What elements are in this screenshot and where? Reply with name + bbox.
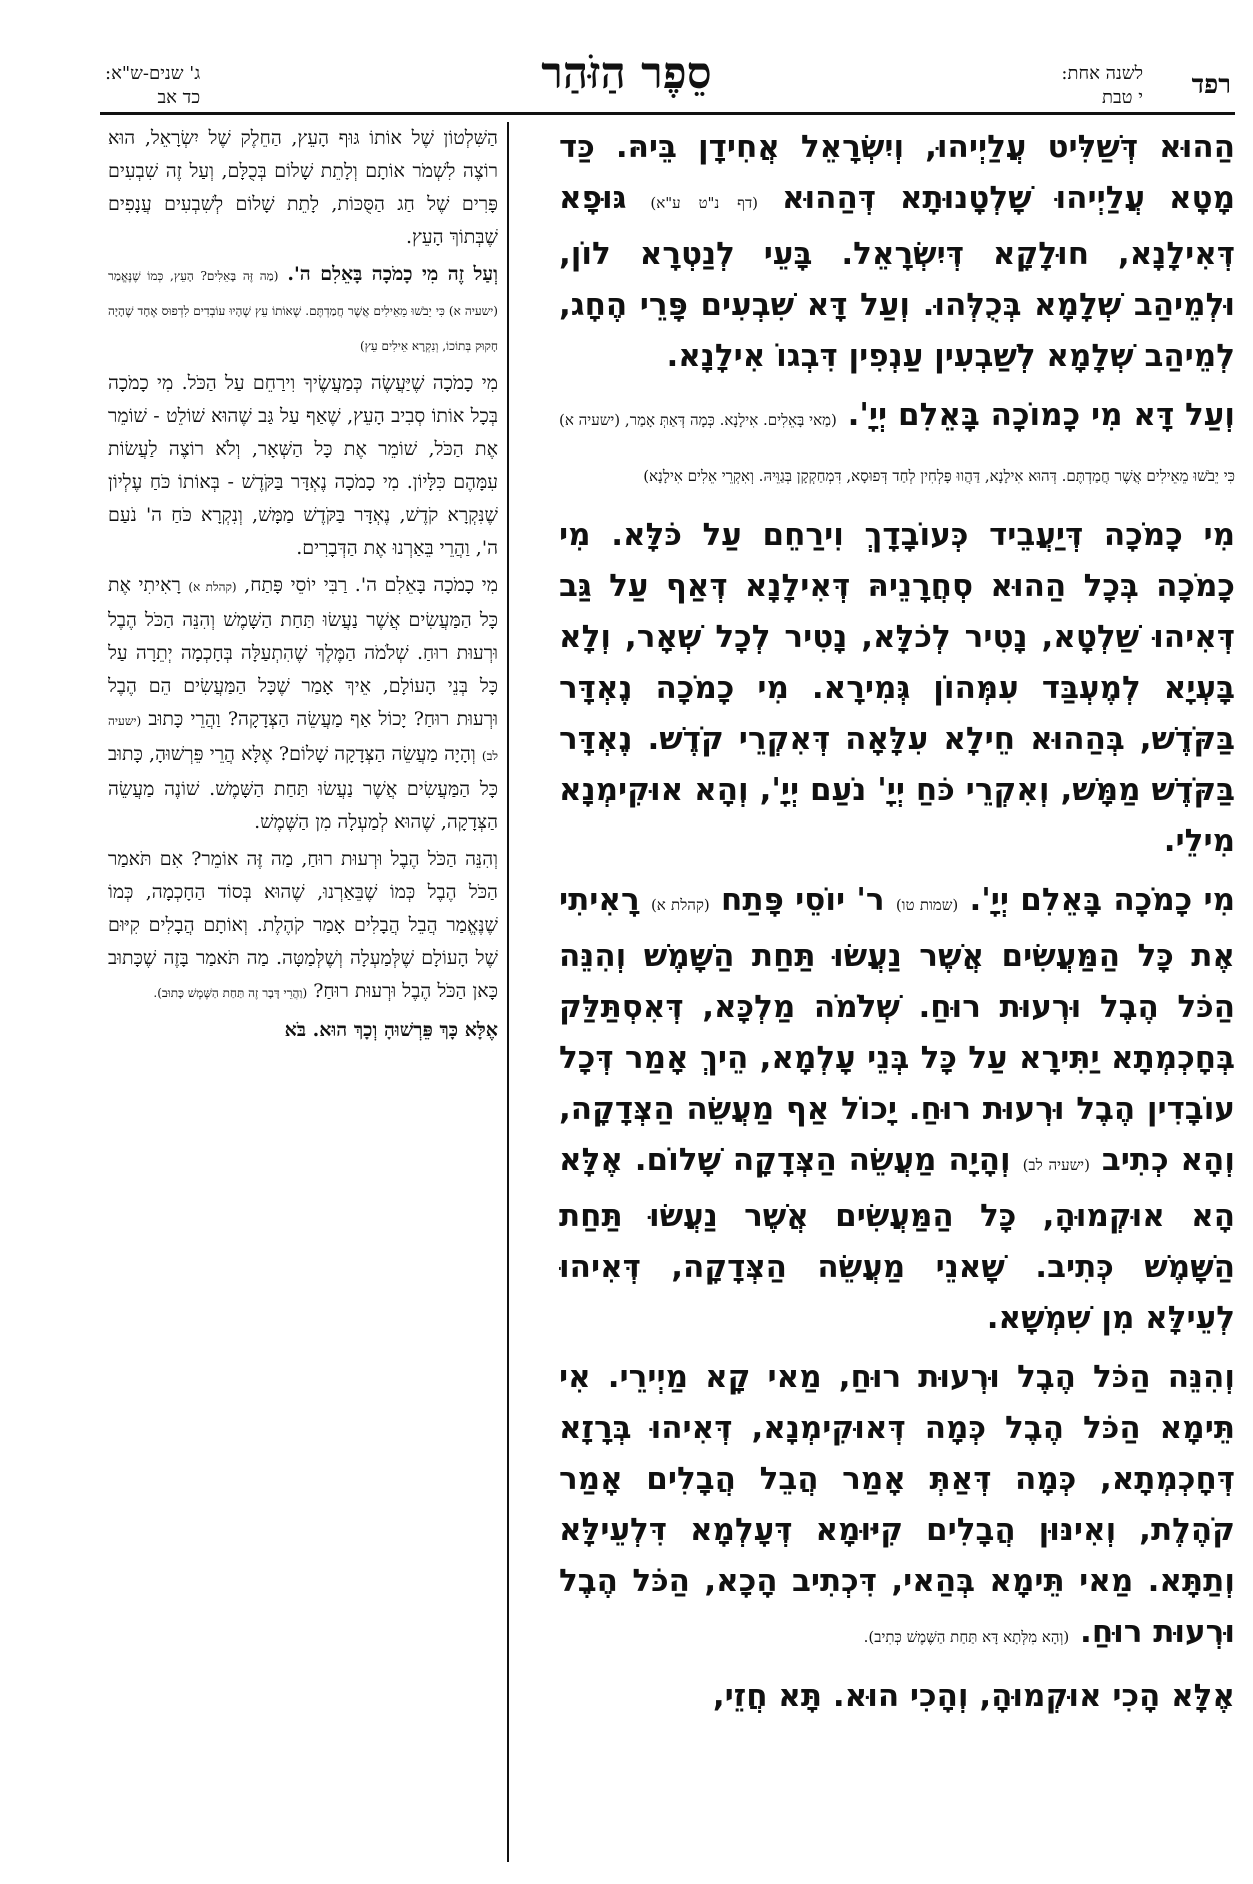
text-run: וְהָיָה מַעֲשֵׂה הַצְּדָקָה שָׁלוֹם? אֶלָּא הֲרֵי פֵּרְשׁוּהָ, כָּתוּב כָּל הַמַּעֲשִׂים אֲשֶׁר נַעֲשׂוּ תַּחַת הַשָּׁמֶשׁ. שׁוֹנֶה מַעֲשֵׂה הַצְּדָקָה, שֶׁהוּא לְמַעְלָה מִן הַשֶּׁמֶשׁ. — [108, 743, 498, 833]
schedule-date: כד אב — [157, 87, 201, 108]
text-run: וְהָיָה מַעֲשֵׂה הַצְּדָקָה שָׁלוֹם. אֶלָּא הָא אוּקְמוּהָ, כָּל הַמַּעֲשִׂים אֲשֶׁר נַעֲשׂוּ תַּחַת הַשָּׁמֶשׁ כְּתִיב. שָׁאנֵי מַעֲשֵׂה הַצְּדָקָה, דְּאִיהוּ לְעֵילָּא מִן שִׁמְשָׁא. — [559, 1142, 1235, 1336]
paragraph — [559, 1352, 1235, 1663]
paragraph — [108, 367, 498, 565]
schedule-label: לשנה אחת: — [1061, 63, 1143, 84]
text-run: רָאִיתִי אֶת כָּל הַמַּעֲשִׂים אֲשֶׁר נַעֲשׂוּ תַּחַת הַשָּׁמֶשׁ וְהִנֵּה הַכֹּל הֶבֶל וּרְעוּת רוּחַ. שְׁלֹמֹה מַלְכָּא, דְּאִסְתַּלַּק בְּחָכְמְתָא יַתִּירָא עַל כָּל בְּנֵי עָלְמָא, הֵיךְ אָמַר דְּכָל עוֹבָדִין הֶבֶל וּרְעוּת רוּחַ. יָכוֹל אַף מַעֲשֵׂה הַצְּדָקָה, וְהָא כְתִיב — [559, 882, 1235, 1178]
text-run: הַשִּׁלְטוֹן שֶׁל אוֹתוֹ גּוּף הָעֵץ, הַחֵלֶק שֶׁל יִשְׂרָאֵל, הוּא רוֹצֶה לִשְׁמֹר אוֹתָם וְלָתֵת שָׁלוֹם בְּכֻלָּם, וְעַל זֶה שִׁבְעִים פָּרִים שֶׁל חַג הַסֻּכּוֹת, לָתֵת שָׁלוֹם לְשִׁבְעִים עֲנָפִים שֶׁבְּתוֹךְ הָעֵץ. — [108, 127, 498, 248]
text-run: וְהִנֵּה הַכֹּל הֶבֶל וּרְעוּת רוּחַ, מַה זֶּה אוֹמֵר? אִם תֹּאמַר הַכֹּל הֶבֶל כְּמוֹ שֶׁבֵּאַרְנוּ, שֶׁהוּא בְּסוֹד הַחָכְמָה, כְּמוֹ שֶׁנֶּאֱמַר הֲבֵל הֲבָלִים אָמַר קֹהֶלֶת. וְאוֹתָם הֲבָלִים קִיּוּם שֶׁל הָעוֹלָם שֶׁלְּמַעְלָה וְשֶׁלְּמַטָּה. מַה תֹּאמַר בָּזֶה שֶׁכָּתוּב כָּאן הַכֹּל הֶבֶל וּרְעוּת רוּחַ? — [108, 848, 498, 1002]
header-divider — [100, 112, 1235, 115]
aramaic-text-column — [559, 122, 1235, 1862]
text-run: רָאִיתִי אֶת כָּל הַמַּעֲשִׂים אֲשֶׁר נַעֲשׂוּ תַּחַת הַשָּׁמֶשׁ וְהִנֵּה הַכֹּל הֶבֶל וּרְעוּת רוּחַ. שְׁלֹמֹה הַמֶּלֶךְ שֶׁהִתְעַלָּה בְּחָכְמָה יְתֵרָה עַל כָּל בְּנֵי הָעוֹלָם, אֵיךְ אָמַר שֶׁכָּל הַמַּעֲשִׂים הֵם הֶבֶל וּרְעוּת רוּחַ? יָכוֹל אַף מַעֲשֵׂה הַצְּדָקָה? וַהֲרֵי כָּתוּב — [108, 574, 498, 730]
text-run: מִי כָמֹכָה דְּיַעֲבֵיד כְּעוֹבָדָךְ וִירַחֵם עַל כֹּלָּא. מִי כָמֹכָה בְּכָל הַהוּא סְחֲרָנֵיהּ דְּאִילָנָא דְּאַף עַל גַּב דְּאִיהוּ שַׁלְטָא, נָטִיר לְכֹלָּא, נָטִיר לְכָל שְׁאָר, וְלָא בָּעְיָא לְמֶעְבַּד עִמְּהוֹן גְּמִירָא. מִי כָמֹכָה נֶאְדָּר בַּקֹּדֶשׁ, בְּהַהוּא חֵילָא עִלָּאָה דְּאִקְרֵי קֹדֶשׁ. נֶאְדָּר בַּקֹּדֶשׁ מַמָּשׁ, וְאִקְרֵי כֹּחַ יְיָ' נֹעַם יְיָ', וְהָא אוּקִימְנָא מִילֵי. — [559, 517, 1235, 859]
text-run: מִי כָמֹכָה בָּאֵלִם יְיָ'. — [969, 882, 1235, 918]
text-run: אֶלָּא כָּךְ פֵּרְשׁוּהָ וְכָךְ הוּא. בֹּא — [284, 1019, 498, 1041]
verse-reference: (קהלת א) — [188, 580, 237, 594]
parenthetical-note: (וַהֲרֵי דָּבָר זֶה תַּחַת הַשֶּׁמֶשׁ כָּתוּב). — [153, 986, 308, 1000]
parenthetical-note: (מַה זֶּה בָּאֵלִים? הָעֵץ, כְּמוֹ שֶׁנֶּאֱמַר (ישעיה א) כִּי יֵבֹשׁוּ מֵאֵילִים אֲשֶׁר חֲמַדְתֶּם. שֶׁאוֹתוֹ עֵץ שֶׁהָיוּ עוֹבְדִים לִדְפוּס אֶחָד שֶׁהָיָה חָקוּק בְּתוֹכוֹ, וְנִקְרָא אֵילִים עֵץ) — [108, 269, 498, 353]
paragraph — [559, 390, 1235, 502]
paragraph — [108, 258, 498, 363]
page-reference: (דף נ"ט ע"א) — [650, 194, 759, 212]
parenthetical-note: (וְהָא מִלְּתָא דָּא תַּחַת הַשֶּׁמֶשׁ כְּתִיב). — [863, 1628, 1070, 1646]
paragraph — [559, 1671, 1235, 1722]
page-number: רפד — [1191, 70, 1231, 100]
text-run: וְהִנֵּה הַכֹּל הֶבֶל וּרְעוּת רוּחַ, מַאי קָא מַיְירֵי. אִי תֵּימָא הַכֹּל הֶבֶל כְּמָה דְּאוּקִימְנָא, דְּאִיהוּ בְּרָזָא דְּחָכְמְתָא, כְּמָה דְּאַתְּ אָמַר הֲבֵל הֲבָלִים אָמַר קֹהֶלֶת, וְאִינּוּן הֲבָלִים קִיּוּמָא דְּעָלְמָא דִּלְעֵילָּא וְתַתָּא. מַאי תֵּימָא בְּהַאי, דִּכְתִיב הָכָא, הַכֹּל הֶבֶל וּרְעוּת רוּחַ. — [559, 1359, 1235, 1650]
text-run: גּוּפָא דְּאִילָנָא, חוּלָקָא דְּיִשְׂרָאֵל. בָּעֵי לְנַטְרָא לוֹן, וּלְמֵיהַב שְׁלָמָא בְּכֻלְּהוּ. וְעַל דָּא שִׁבְעִים פָּרֵי הֶחָג, לְמֵיהַב שְׁלָמָא לְשַׁבְעִין עַנְפִין דִּבְגוֹ אִילָנָא. — [559, 180, 1235, 374]
schedule-date: י טבת — [1102, 87, 1143, 108]
paragraph — [559, 875, 1235, 1344]
paragraph — [559, 122, 1235, 382]
hebrew-translation-column — [108, 122, 498, 1862]
paragraph — [108, 843, 498, 1010]
verse-reference: (קהלת א) — [650, 896, 710, 914]
verse-reference: (שמות טו) — [895, 896, 959, 914]
verse-reference: (ישעיה לב) — [108, 714, 498, 763]
book-title: סֵפֶר הַזֹּהַר — [541, 48, 712, 99]
schedule-label: ג' שנים-ש"א: — [105, 63, 201, 84]
paragraph — [108, 569, 498, 839]
paragraph — [559, 510, 1235, 867]
text-run: וְעַל דָּא מִי כָמוֹכָה בָּאֵלִם יְיָ'. — [847, 397, 1235, 433]
verse-reference: (ישעיה לב) — [1022, 1156, 1090, 1174]
text-run: וְעַל זֶה מִי כָמֹכָה בָּאֵלִם ה'. — [287, 263, 498, 285]
column-divider — [507, 122, 509, 1862]
text-run: מִי כָמֹכָה בָּאֵלִם ה'. רַבִּי יוֹסֵי פָּתַח, — [244, 574, 498, 596]
paragraph — [108, 1014, 498, 1047]
text-run: הַהוּא דְּשַׁלִּיט עֲלַיְיהוּ, וְיִשְׂרָאֵל אֲחִידָן בֵּיהּ. כַּד מָטָא עֲלַיְיהוּ שָׁלְטָנוּתָא דְּהַהוּא — [559, 129, 1235, 216]
text-run: אֶלָּא הָכִי אוּקְמוּהָ, וְהָכִי הוּא. תָּא חֲזֵי, — [712, 1678, 1235, 1714]
parenthetical-note: (מַאי בָּאֵלִים. אִילָנָא. כְּמָה דְּאַתְּ אָמַר, (ישעיה א) כִּי יֵבֹשׁוּ מֵאֵילִים אֲשֶׁר חֲמַדְתֶּם. דְּהוּא אִילָנָא, דַּהֲווּ פָּלְחִין לְחַד דְּפוּסָא, דִּמְחַקְקָן בְּגַוֵּיהּ. וְאִקְרֵי אֵלִים אִילָנָא) — [559, 411, 1235, 485]
speaker-lead: ר' יוֹסֵי פָּתַח — [721, 882, 885, 918]
study-schedule-three-years — [105, 62, 200, 110]
paragraph — [108, 122, 498, 254]
text-run: מִי כָמֹכָה שֶׁיַּעֲשֶׂה כְּמַעֲשֶׂיךָ וִירַחֵם עַל הַכֹּל. מִי כָמֹכָה בְּכָל אוֹתוֹ סְבִיב הָעֵץ, שֶׁאַף עַל גַּב שֶׁהוּא שׁוֹלֵט - שׁוֹמֵר אֶת הַכֹּל, שׁוֹמֵר אֶת כָּל הַשְּׁאָר, וְלֹא רוֹצֶה לַעֲשׂוֹת עִמָּהֶם כִּלָּיוֹן. מִי כָמֹכָה נֶאְדָּר בַּקֹּדֶשׁ - בְּאוֹתוֹ כֹּחַ עֶלְיוֹן שֶׁנִּקְרָא קֹדֶשׁ, נֶאְדָּר בַּקֹּדֶשׁ מַמָּשׁ, וְנִקְרָא כֹּחַ ה' נֹעַם ה', וַהֲרֵי בֵּאַרְנוּ אֶת הַדְּבָרִים. — [108, 372, 498, 559]
